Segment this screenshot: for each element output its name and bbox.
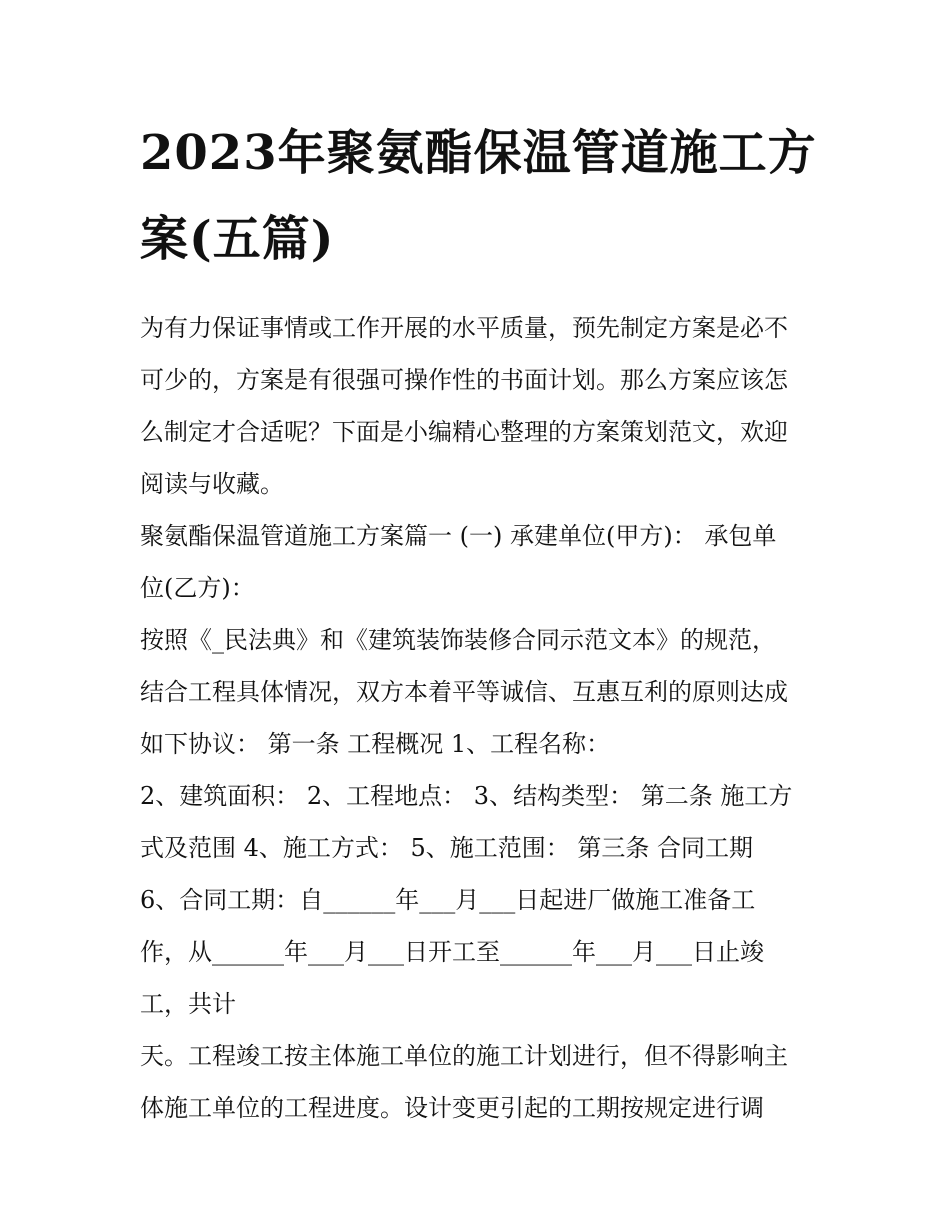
- body-line: 聚氨酯保温管道施工方案篇一 (一) 承建单位(甲方)： 承包单: [140, 522, 777, 550]
- body-line: 么制定才合适呢？下面是小编精心整理的方案策划范文，欢迎: [140, 418, 788, 446]
- body-line: 为有力保证事情或工作开展的水平质量，预先制定方案是必不: [140, 314, 788, 342]
- body-line: 天。工程竣工按主体施工单位的施工计划进行，但不得影响主: [140, 1042, 788, 1070]
- body-line: 2、建筑面积： 2、工程地点： 3、结构类型： 第二条 施工方: [140, 782, 793, 810]
- document-title: 2023年聚氨酯保温管道施工方案(五篇): [140, 125, 817, 267]
- body-line: 体施工单位的工程进度。设计变更引起的工期按规定进行调: [140, 1094, 764, 1122]
- document-page: [140, 110, 820, 1134]
- body-line: 如下协议： 第一条 工程概况 1、工程名称：: [140, 730, 611, 758]
- body-line: 位(乙方)：: [140, 574, 255, 602]
- body-line: 式及范围 4、施工方式： 5、施工范围： 第三条 合同工期: [140, 834, 754, 862]
- body-line: 结合工程具体情况，双方本着平等诚信、互惠互利的原则达成: [140, 678, 788, 706]
- body-line: 6、合同工期：自______年___月___日起进厂做施工准备工: [140, 886, 756, 914]
- body-line: 按照《_民法典》和《建筑装饰装修合同示范文本》的规范，: [140, 626, 776, 654]
- body-line: 工，共计: [140, 990, 236, 1018]
- body-line: 作，从______年___月___日开工至______年___月___日止竣: [140, 938, 764, 966]
- document-body: [140, 302, 820, 1134]
- body-line: 阅读与收藏。: [140, 470, 284, 498]
- body-line: 可少的，方案是有很强可操作性的书面计划。那么方案应该怎: [140, 366, 788, 394]
